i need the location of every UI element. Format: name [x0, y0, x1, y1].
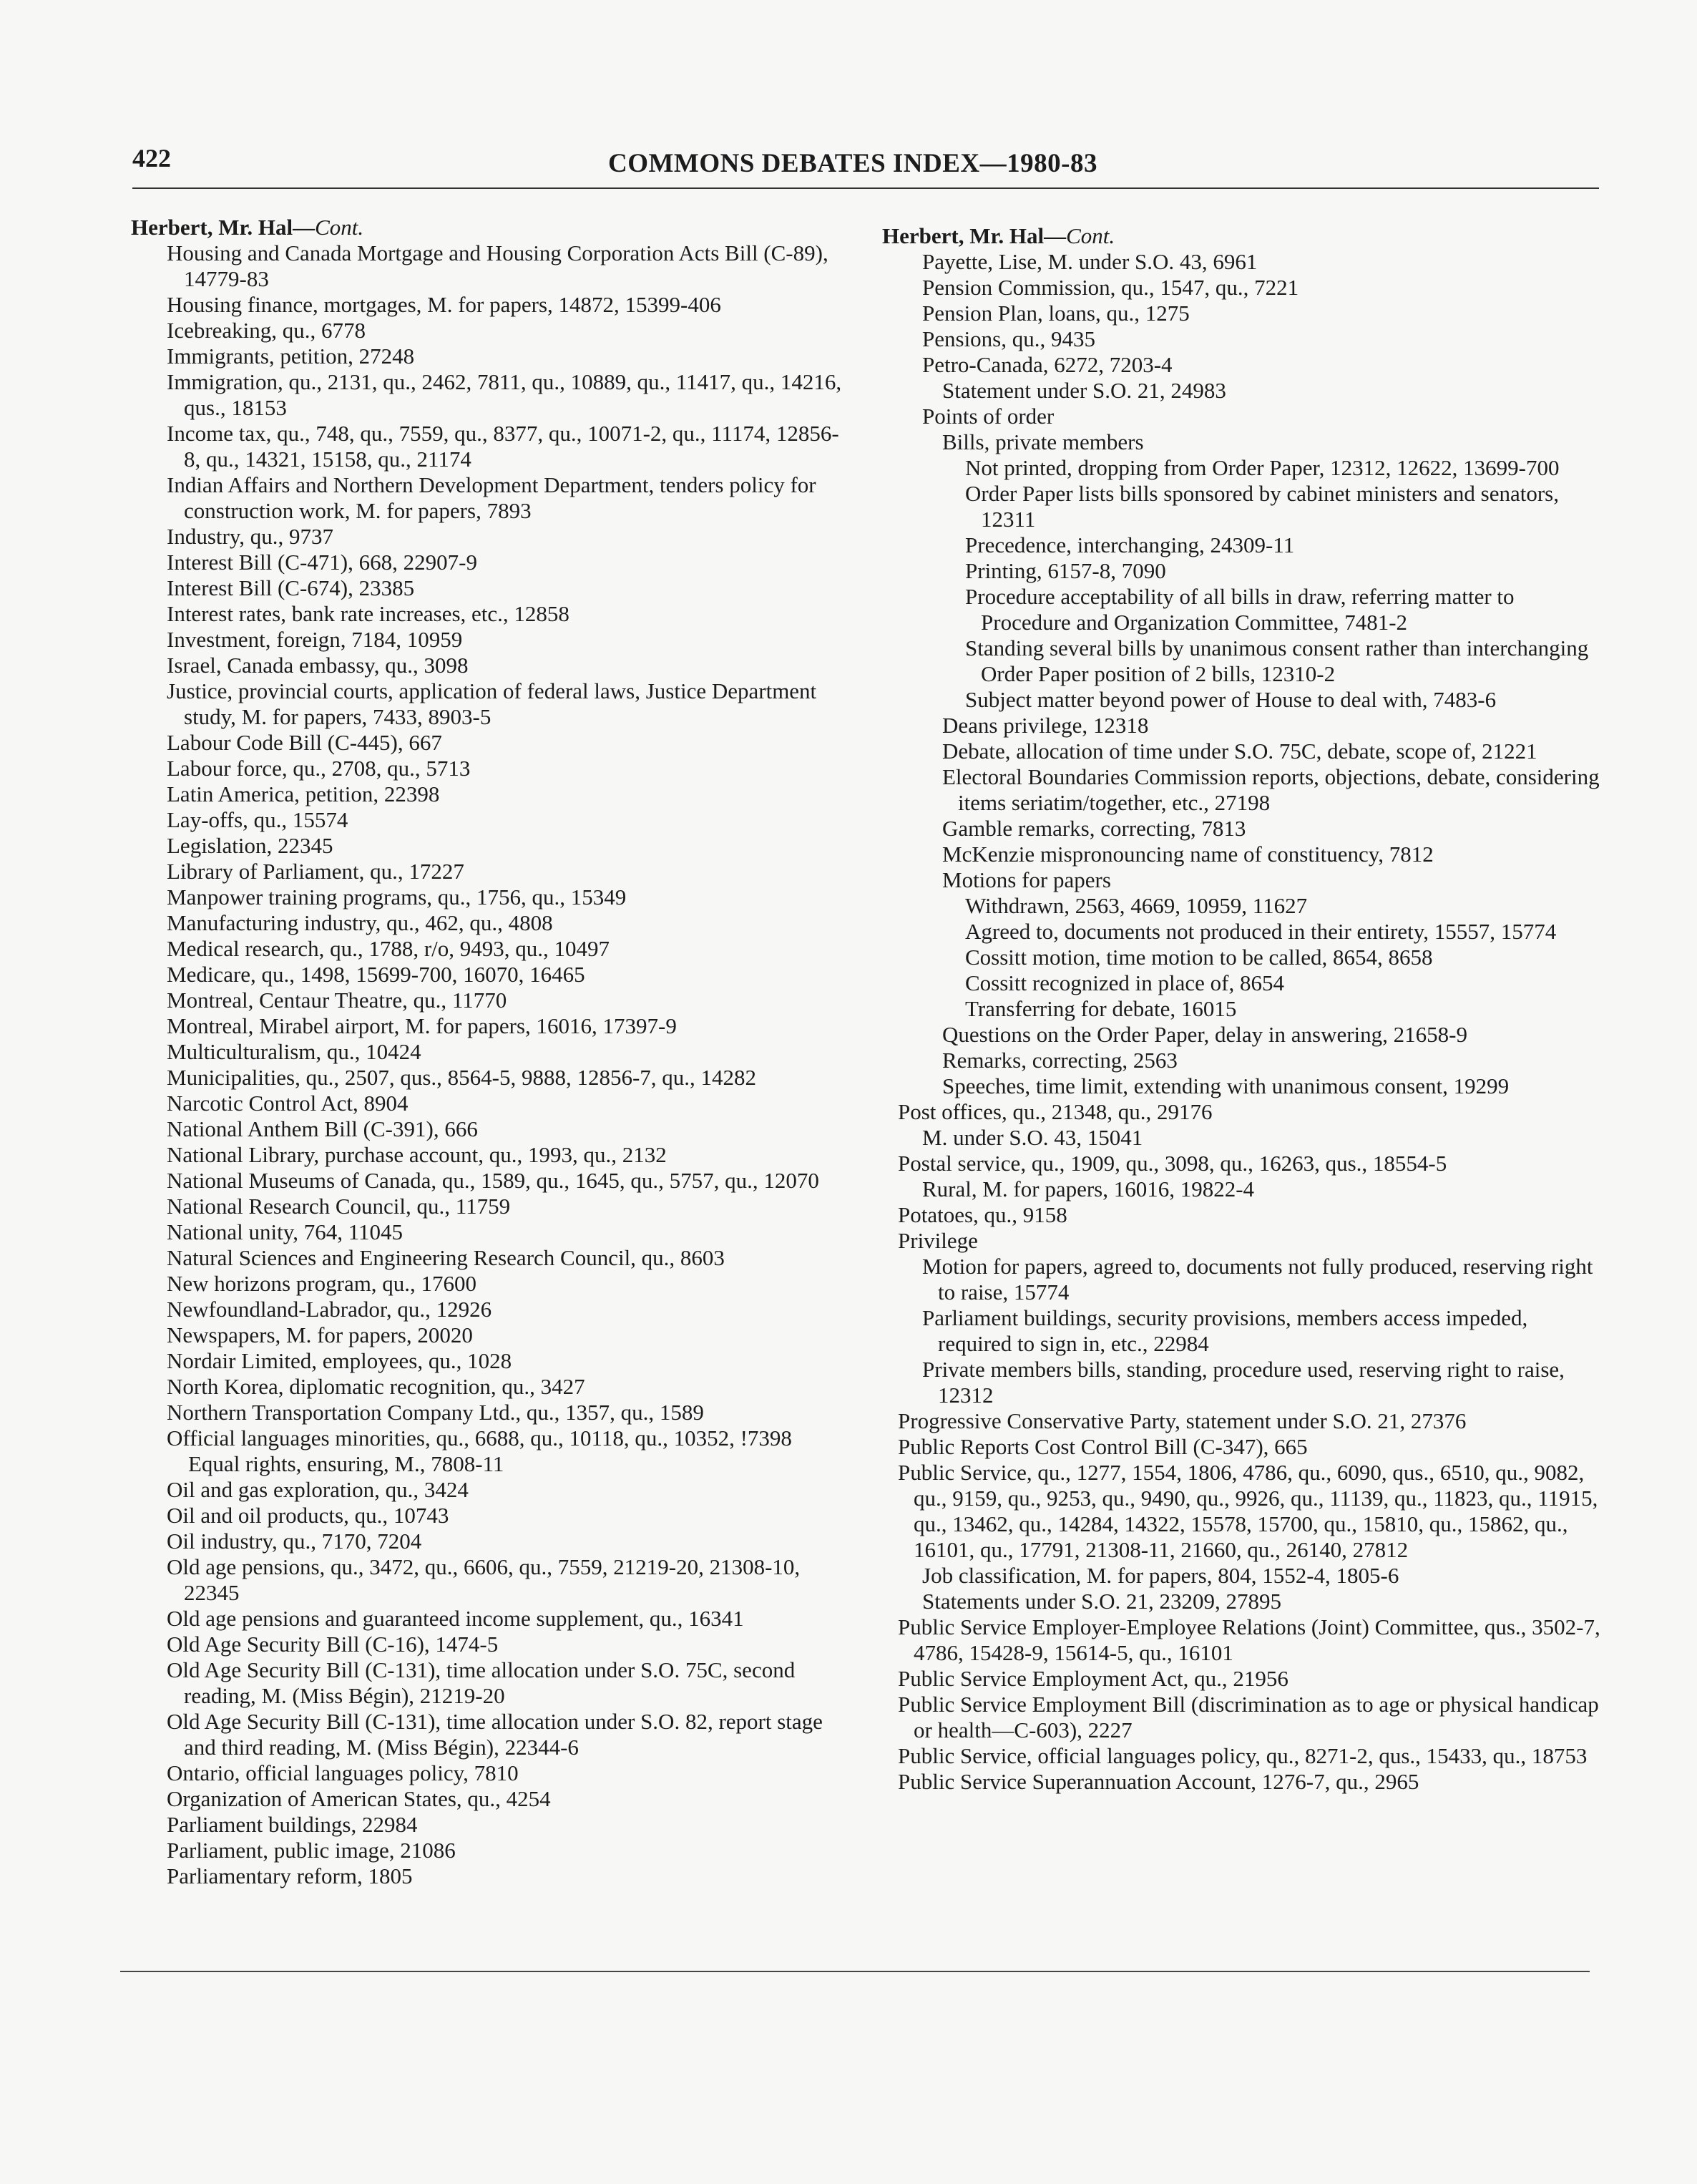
index-entry: Multiculturalism, qu., 10424 [167, 1039, 421, 1064]
index-entry: Withdrawn, 2563, 4669, 10959, 11627 [965, 893, 1308, 918]
index-entry: Oil and oil products, qu., 10743 [167, 1503, 449, 1528]
index-entry: Housing and Canada Mortgage and Housing Corporation Acts Bill (C-89), 14779-83 [167, 240, 828, 291]
index-entry: Motions for papers [942, 867, 1111, 892]
index-entry: Old Age Security Bill (C-131), time allocation under S.O. 82, report stage and third reading, M. (Miss Bégin), 22344-6 [167, 1709, 823, 1760]
index-entry: Order Paper lists bills sponsored by cabinet ministers and senators, 12311 [965, 481, 1559, 532]
left-column [131, 215, 846, 1889]
index-entry: Newfoundland-Labrador, qu., 12926 [167, 1297, 492, 1322]
index-entry: National Anthem Bill (C-391), 666 [167, 1116, 478, 1141]
page-number: 422 [132, 144, 171, 172]
index-entry: Statement under S.O. 21, 24983 [942, 378, 1226, 403]
index-entry: Potatoes, qu., 9158 [898, 1202, 1067, 1227]
index-entry: Municipalities, qu., 2507, qus., 8564-5, 9888, 12856-7, qu., 14282 [167, 1065, 757, 1090]
index-entry: Icebreaking, qu., 6778 [167, 318, 366, 343]
index-entry: Indian Affairs and Northern Development Department, tenders policy for construction work, M. for papers, 7893 [167, 472, 816, 523]
index-entry: Latin America, petition, 22398 [167, 781, 440, 806]
index-entry: Job classification, M. for papers, 804, 1552-4, 1805-6 [922, 1563, 1399, 1588]
index-entry: Old age pensions, qu., 3472, qu., 6606, qu., 7559, 21219-20, 21308-10, 22345 [167, 1554, 801, 1605]
index-entry: Cossitt recognized in place of, 8654 [965, 970, 1284, 995]
index-entry: Public Service, qu., 1277, 1554, 1806, 4786, qu., 6090, qus., 6510, qu., 9082, qu., 9159, qu., 9253, qu., 9490, qu., 9926, qu., 11139, qu., 11823, qu., 11915, qu., 13462, qu., 14284, 14322, 15578, 15700, qu., 15810, qu., 15862, qu., 16101, qu., 17791, 21308-11, 21660, qu., 26140, 27812 [898, 1460, 1598, 1562]
index-entry: Payette, Lise, M. under S.O. 43, 6961 [922, 249, 1258, 274]
running-title: COMMONS DEBATES INDEX—1980-83 [608, 149, 1097, 178]
index-entry: Not printed, dropping from Order Paper, 12312, 12622, 13699-700 [965, 455, 1560, 480]
index-entry: North Korea, diplomatic recognition, qu., 3427 [167, 1374, 585, 1399]
index-entry: Public Service, official languages policy, qu., 8271-2, qus., 15433, qu., 18753 [898, 1743, 1588, 1768]
index-entry: Montreal, Mirabel airport, M. for papers, 16016, 17397-9 [167, 1013, 677, 1038]
index-entry: Pensions, qu., 9435 [922, 326, 1095, 351]
index-entry: Public Service Employment Bill (discrimination as to age or physical handicap or health—C-603), 2227 [898, 1692, 1599, 1742]
index-entry: Standing several bills by unanimous consent rather than interchanging Order Paper position of 2 bills, 12310-2 [965, 635, 1589, 686]
index-entry: Immigration, qu., 2131, qu., 2462, 7811, qu., 10889, qu., 11417, qu., 14216, qus., 18153 [167, 369, 842, 420]
index-entry: New horizons program, qu., 17600 [167, 1271, 477, 1296]
index-entry: Ontario, official languages policy, 7810 [167, 1760, 519, 1785]
index-entry: Agreed to, documents not produced in their entirety, 15557, 15774 [965, 919, 1557, 944]
index-entry: Nordair Limited, employees, qu., 1028 [167, 1348, 512, 1373]
index-entry: Old Age Security Bill (C-16), 1474-5 [167, 1632, 499, 1657]
index-entry: Motion for papers, agreed to, documents not fully produced, reserving right to raise, 15774 [922, 1254, 1593, 1305]
index-entry: M. under S.O. 43, 15041 [922, 1125, 1143, 1150]
index-entry: Interest Bill (C-471), 668, 22907-9 [167, 550, 477, 575]
index-entry: Organization of American States, qu., 4254 [167, 1786, 551, 1811]
index-entry: Immigrants, petition, 27248 [167, 343, 415, 369]
index-entry: Equal rights, ensuring, M., 7808-11 [188, 1451, 504, 1476]
index-heading: Herbert, Mr. Hal—Cont. [131, 215, 364, 240]
index-entry: Remarks, correcting, 2563 [942, 1048, 1178, 1073]
index-entry: National unity, 764, 11045 [167, 1219, 404, 1244]
index-entry: Library of Parliament, qu., 17227 [167, 859, 464, 884]
right-column [882, 223, 1605, 1795]
index-entry: Post offices, qu., 21348, qu., 29176 [898, 1099, 1213, 1124]
index-entry: Investment, foreign, 7184, 10959 [167, 627, 463, 652]
index-entry: Printing, 6157-8, 7090 [965, 558, 1166, 583]
index-entry: Labour Code Bill (C-445), 667 [167, 730, 442, 755]
index-entry: National Museums of Canada, qu., 1589, qu., 1645, qu., 5757, qu., 12070 [167, 1168, 819, 1193]
header-rule [132, 187, 1599, 189]
index-entry: Progressive Conservative Party, statement under S.O. 21, 27376 [898, 1408, 1467, 1433]
index-entry: Old Age Security Bill (C-131), time allocation under S.O. 75C, second reading, M. (Miss Bégin), 21219-20 [167, 1657, 796, 1708]
index-entry: Medicare, qu., 1498, 15699-700, 16070, 16465 [167, 962, 585, 987]
index-entry: Public Reports Cost Control Bill (C-347), 665 [898, 1434, 1308, 1459]
index-entry: Interest Bill (C-674), 23385 [167, 575, 415, 600]
index-entry: Pension Plan, loans, qu., 1275 [922, 301, 1190, 326]
index-entry: Natural Sciences and Engineering Research Council, qu., 8603 [167, 1245, 725, 1270]
index-entry: Parliament buildings, security provisions, members access impeded, required to sign in, etc., 22984 [922, 1305, 1528, 1356]
index-entry: Statements under S.O. 21, 23209, 27895 [922, 1589, 1281, 1614]
left-entries-list [131, 240, 846, 1889]
index-entry: Income tax, qu., 748, qu., 7559, qu., 8377, qu., 10071-2, qu., 11174, 12856-8, qu., 14321, 15158, qu., 21174 [167, 421, 839, 472]
index-entry: Oil and gas exploration, qu., 3424 [167, 1477, 469, 1502]
index-entry: Housing finance, mortgages, M. for papers, 14872, 15399-406 [167, 292, 721, 317]
index-entry: Interest rates, bank rate increases, etc., 12858 [167, 601, 569, 626]
index-entry: Electoral Boundaries Commission reports, objections, debate, considering items seriatim/together, etc., 27198 [942, 764, 1600, 815]
index-entry: Oil industry, qu., 7170, 7204 [167, 1529, 422, 1554]
footer-rule [120, 1971, 1590, 1972]
index-entry: Northern Transportation Company Ltd., qu., 1357, qu., 1589 [167, 1400, 704, 1425]
index-heading: Herbert, Mr. Hal—Cont. [882, 223, 1115, 248]
index-entry: Manufacturing industry, qu., 462, qu., 4808 [167, 910, 553, 935]
index-entry: Parliament, public image, 21086 [167, 1838, 456, 1863]
index-entry: Bills, private members [942, 429, 1144, 454]
index-entry: Petro-Canada, 6272, 7203-4 [922, 352, 1173, 377]
index-entry: Subject matter beyond power of House to deal with, 7483-6 [965, 687, 1497, 712]
index-entry: Old age pensions and guaranteed income supplement, qu., 16341 [167, 1606, 744, 1631]
index-entry: Public Service Employment Act, qu., 21956 [898, 1666, 1288, 1691]
index-entry: Justice, provincial courts, application of federal laws, Justice Department study, M. for papers, 7433, 8903-5 [167, 678, 817, 729]
index-entry: Official languages minorities, qu., 6688, qu., 10118, qu., 10352, !7398 [167, 1425, 792, 1451]
index-entry: Public Service Superannuation Account, 1276-7, qu., 2965 [898, 1769, 1419, 1794]
index-entry: Cossitt motion, time motion to be called, 8654, 8658 [965, 945, 1433, 970]
index-entry: Rural, M. for papers, 16016, 19822-4 [922, 1176, 1255, 1201]
index-entry: Legislation, 22345 [167, 833, 333, 858]
index-entry: Narcotic Control Act, 8904 [167, 1091, 409, 1116]
index-entry: McKenzie mispronouncing name of constituency, 7812 [942, 842, 1434, 867]
index-entry: Procedure acceptability of all bills in draw, referring matter to Procedure and Organization Committee, 7481-2 [965, 584, 1515, 635]
index-entry: Parliament buildings, 22984 [167, 1812, 418, 1837]
index-entry: Newspapers, M. for papers, 20020 [167, 1322, 473, 1347]
index-entry: Public Service Employer-Employee Relations (Joint) Committee, qus., 3502-7, 4786, 15428-9, 15614-5, qu., 16101 [898, 1614, 1600, 1665]
index-entry: Privilege [898, 1228, 978, 1253]
index-entry: Medical research, qu., 1788, r/o, 9493, qu., 10497 [167, 936, 610, 961]
index-entry: Transferring for debate, 16015 [965, 996, 1237, 1021]
index-entry: Pension Commission, qu., 1547, qu., 7221 [922, 275, 1299, 300]
index-entry: National Library, purchase account, qu., 1993, qu., 2132 [167, 1142, 667, 1167]
index-entry: Israel, Canada embassy, qu., 3098 [167, 653, 469, 678]
index-entry: Precedence, interchanging, 24309-11 [965, 532, 1295, 557]
index-entry: Debate, allocation of time under S.O. 75C, debate, scope of, 21221 [942, 738, 1537, 764]
right-entries-list [882, 249, 1605, 1795]
index-entry: Points of order [922, 404, 1055, 429]
index-entry: Deans privilege, 12318 [942, 713, 1149, 738]
index-entry: Montreal, Centaur Theatre, qu., 11770 [167, 988, 507, 1013]
index-entry: Lay-offs, qu., 15574 [167, 807, 348, 832]
index-entry: Manpower training programs, qu., 1756, qu., 15349 [167, 884, 627, 910]
index-entry: Parliamentary reform, 1805 [167, 1863, 413, 1888]
index-entry: National Research Council, qu., 11759 [167, 1194, 511, 1219]
index-entry: Gamble remarks, correcting, 7813 [942, 816, 1246, 841]
index-entry: Speeches, time limit, extending with unanimous consent, 19299 [942, 1073, 1510, 1098]
index-entry: Postal service, qu., 1909, qu., 3098, qu., 16263, qus., 18554-5 [898, 1151, 1447, 1176]
index-entry: Questions on the Order Paper, delay in answering, 21658-9 [942, 1022, 1467, 1047]
index-entry: Private members bills, standing, procedure used, reserving right to raise, 12312 [922, 1357, 1565, 1408]
index-entry: Labour force, qu., 2708, qu., 5713 [167, 756, 471, 781]
index-entry: Industry, qu., 9737 [167, 524, 334, 549]
